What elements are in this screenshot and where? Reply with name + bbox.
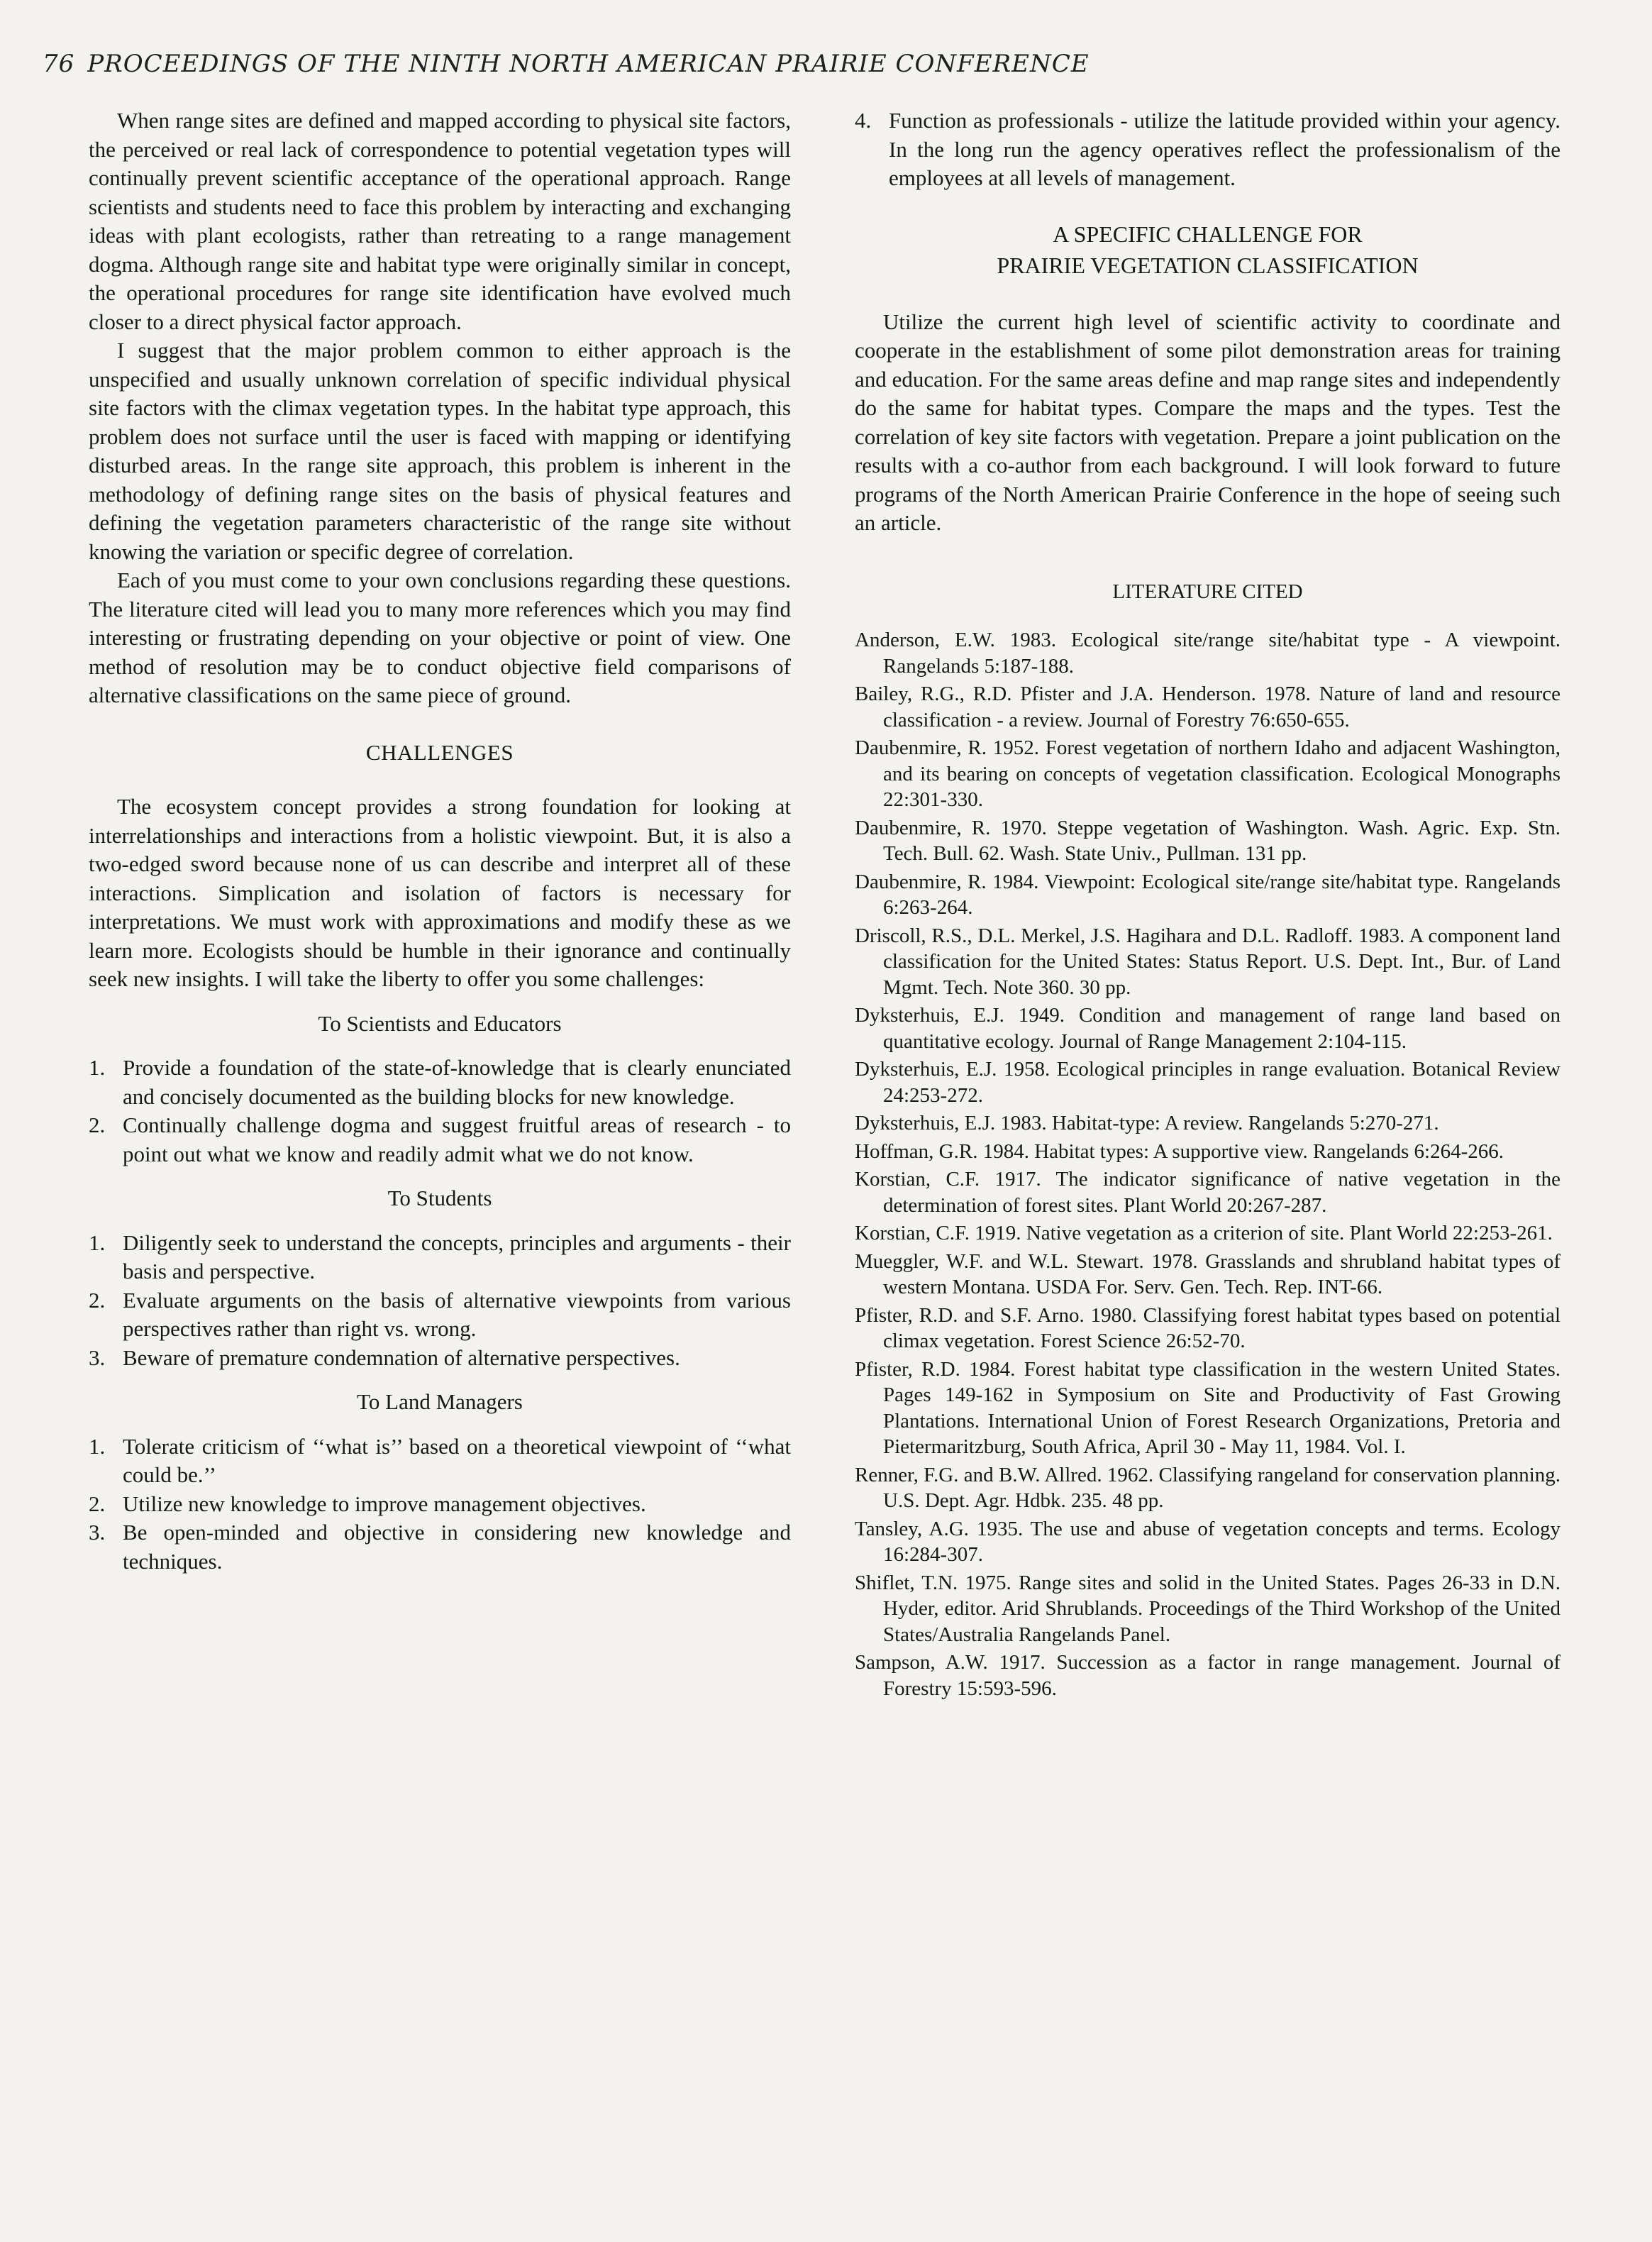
body-paragraph: Utilize the current high level of scientific activity to coordinate and cooperate in the establishment of some pilot demonstration areas for training and education. For the same areas define and map range sites and independently do the same for habitat types. Compare the maps and the types. Test the correlation of key site factors with vegetation. Prepare a joint publication on the results with a co-author from each background. I will look forward to future programs of the North American Prairie Conference in the hope of seeing such an article. (855, 309, 1560, 535)
reference-list (855, 627, 1560, 1701)
body-paragraph: Each of you must come to your own conclusions regarding these questions. The literature cited will lead you to many more references which you may find interesting or frustrating depending on your objective or point of view. One method of resolution may be to conduct objective field comparisons of alternative classifications on the same piece of ground. (89, 568, 791, 707)
reference-item: Daubenmire, R. 1952. Forest vegetation of northern Idaho and adjacent Washington, and its bearing on concepts of vegetation classification. Ecological Monographs 22:301-330. (855, 736, 1560, 811)
body-paragraph: I suggest that the major problem common to either approach is the unspecified and usually unknown correlation of specific individual physical site factors with the climax vegetation types. In the habitat type approach, this problem does not surface until the user is faced with mapping or identifying disturbed areas. In the range site approach, this problem is inherent in the methodology of defining range sites on the basis of physical features and defining the vegetation parameters characteristic of the range site without knowing the variation or specific degree of correlation. (89, 338, 791, 564)
reference-item: Tansley, A.G. 1935. The use and abuse of vegetation concepts and terms. Ecology 16:284-307. (855, 1517, 1560, 1566)
reference-item: Mueggler, W.F. and W.L. Stewart. 1978. Grasslands and shrubland habitat types of western Montana. USDA For. Serv. Gen. Tech. Rep. INT-66. (855, 1249, 1560, 1298)
reference-item: Anderson, E.W. 1983. Ecological site/range site/habitat type - A viewpoint. Rangelands 5:187-188. (855, 629, 1560, 678)
reference-item: Shiflet, T.N. 1975. Range sites and solid in the United States. Pages 26-33 in D.N. Hyder, editor. Arid Shrublands. Proceedings of the Third Workshop of the United States/Australia Rangelands Panel. (855, 1571, 1560, 1646)
scientists-list (89, 1054, 791, 1169)
body-paragraph: The ecosystem concept provides a strong foundation for looking at interrelationships and interactions from a holistic viewpoint. But, it is also a two-edged sword because none of us can describe and interpret all of these interactions. Simplication and isolation of factors is necessary for interpretations. We must work with approximations and modify these as we learn more. Ecologists should be humble in their ignorance and continually seek new insights. I will take the liberty to offer you some challenges: (89, 794, 791, 991)
managers-list-continued (855, 106, 1560, 193)
list-item: 1. Provide a foundation of the state-of-knowledge that is clearly enunciated and concisely documented as the building blocks for new knowledge. (89, 1055, 791, 1109)
left-column (89, 106, 791, 1576)
section-heading-challenges: CHALLENGES (365, 739, 514, 765)
list-item: 2. Utilize new knowledge to improve management objectives. (89, 1491, 646, 1516)
list-item: 1. Tolerate criticism of ‘‘what is’’ based on a theoretical viewpoint of ‘‘what could be.’’ (89, 1433, 791, 1487)
section-heading-specific-challenge: A SPECIFIC CHALLENGE FOR PRAIRIE VEGETATION CLASSIFICATION (997, 221, 1419, 278)
reference-item: Driscoll, R.S., D.L. Merkel, J.S. Hagihara and D.L. Radloff. 1983. A component land classification for the United States: Status Report. U.S. Dept. Int., Bur. of Land Mgmt. Tech. Note 360. 30 pp. (855, 924, 1560, 999)
subheading-students: To Students (387, 1186, 492, 1210)
page-number: 76 (43, 50, 75, 78)
right-column (855, 106, 1560, 1703)
reference-item: Bailey, R.G., R.D. Pfister and J.A. Henderson. 1978. Nature of land and resource classification - a review. Journal of Forestry 76:650-655. (855, 683, 1560, 731)
reference-item: Korstian, C.F. 1919. Native vegetation as a criterion of site. Plant World 22:253-261. (855, 1222, 1553, 1244)
reference-item: Pfister, R.D. and S.F. Arno. 1980. Classifying forest habitat types based on potential climax vegetation. Forest Science 26:52-70. (855, 1303, 1560, 1352)
body-paragraph: When range sites are defined and mapped according to physical site factors, the perceived or real lack of correspondence to potential vegetation types will continually prevent scientific acceptance of the operational approach. Range scientists and students need to face this problem by interacting and exchanging ideas with plant ecologists, rather than retreating to a range management dogma. Although range site and habitat type were originally similar in concept, the operational procedures for range site identification have evolved much closer to a direct physical factor approach. (89, 108, 791, 334)
managers-list (89, 1432, 791, 1576)
list-item: 4. Function as professionals - utilize the latitude provided within your agency. In the long run the agency operatives reflect the professionalism of the employees at all levels of management. (855, 108, 1560, 190)
list-item: 3. Be open-minded and objective in considering new knowledge and techniques. (89, 1520, 791, 1574)
subheading-scientists: To Scientists and Educators (318, 1010, 562, 1036)
reference-item: Hoffman, G.R. 1984. Habitat types: A supportive view. Rangelands 6:264-266. (855, 1139, 1504, 1163)
list-item: 3. Beware of premature condemnation of alternative perspectives. (89, 1344, 680, 1370)
reference-item: Dyksterhuis, E.J. 1949. Condition and management of range land based on quantitative ecology. Journal of Range Management 2:104-115. (855, 1004, 1560, 1053)
reference-item: Pfister, R.D. 1984. Forest habitat type classification in the western United States. Pages 149-162 in Symposium on Site and Productivity of Fast Growing Plantations. International Union of Forest Research Organizations, Pretoria and Pietermaritzburg, South Africa, April 30 - May 11, 1984. Vol. I. (855, 1357, 1560, 1458)
running-head-title: PROCEEDINGS OF THE NINTH NORTH AMERICAN PRAIRIE CONFERENCE (87, 50, 1090, 78)
reference-item: Dyksterhuis, E.J. 1958. Ecological principles in range evaluation. Botanical Review 24:253-272. (855, 1058, 1560, 1107)
reference-item: Korstian, C.F. 1917. The indicator significance of native vegetation in the determination of forest sites. Plant World 20:267-287. (855, 1168, 1560, 1217)
subheading-land-managers: To Land Managers (357, 1389, 523, 1414)
students-list (89, 1229, 791, 1373)
reference-item: Dyksterhuis, E.J. 1983. Habitat-type: A review. Rangelands 5:270-271. (855, 1112, 1439, 1134)
running-head (43, 50, 1090, 78)
list-item: 2. Continually challenge dogma and suggest fruitful areas of research - to point out what we know and readily admit what we do not know. (89, 1112, 791, 1166)
reference-item: Renner, F.G. and B.W. Allred. 1962. Classifying rangeland for conservation planning. U.S. Dept. Agr. Hdbk. 235. 48 pp. (855, 1463, 1560, 1512)
list-item: 2. Evaluate arguments on the basis of alternative viewpoints from various perspectives rather than right vs. wrong. (89, 1287, 791, 1341)
reference-item: Sampson, A.W. 1917. Succession as a factor in range management. Journal of Forestry 15:593-596. (855, 1651, 1560, 1700)
reference-item: Daubenmire, R. 1970. Steppe vegetation of Washington. Wash. Agric. Exp. Stn. Tech. Bull. 62. Wash. State Univ., Pullman. 131 pp. (855, 816, 1560, 865)
reference-item: Daubenmire, R. 1984. Viewpoint: Ecological site/range site/habitat type. Rangelands 6:263-264. (855, 870, 1560, 919)
list-item: 1. Diligently seek to understand the concepts, principles and arguments - their basis and perspective. (89, 1230, 791, 1283)
section-heading-literature-cited: LITERATURE CITED (1112, 580, 1303, 603)
